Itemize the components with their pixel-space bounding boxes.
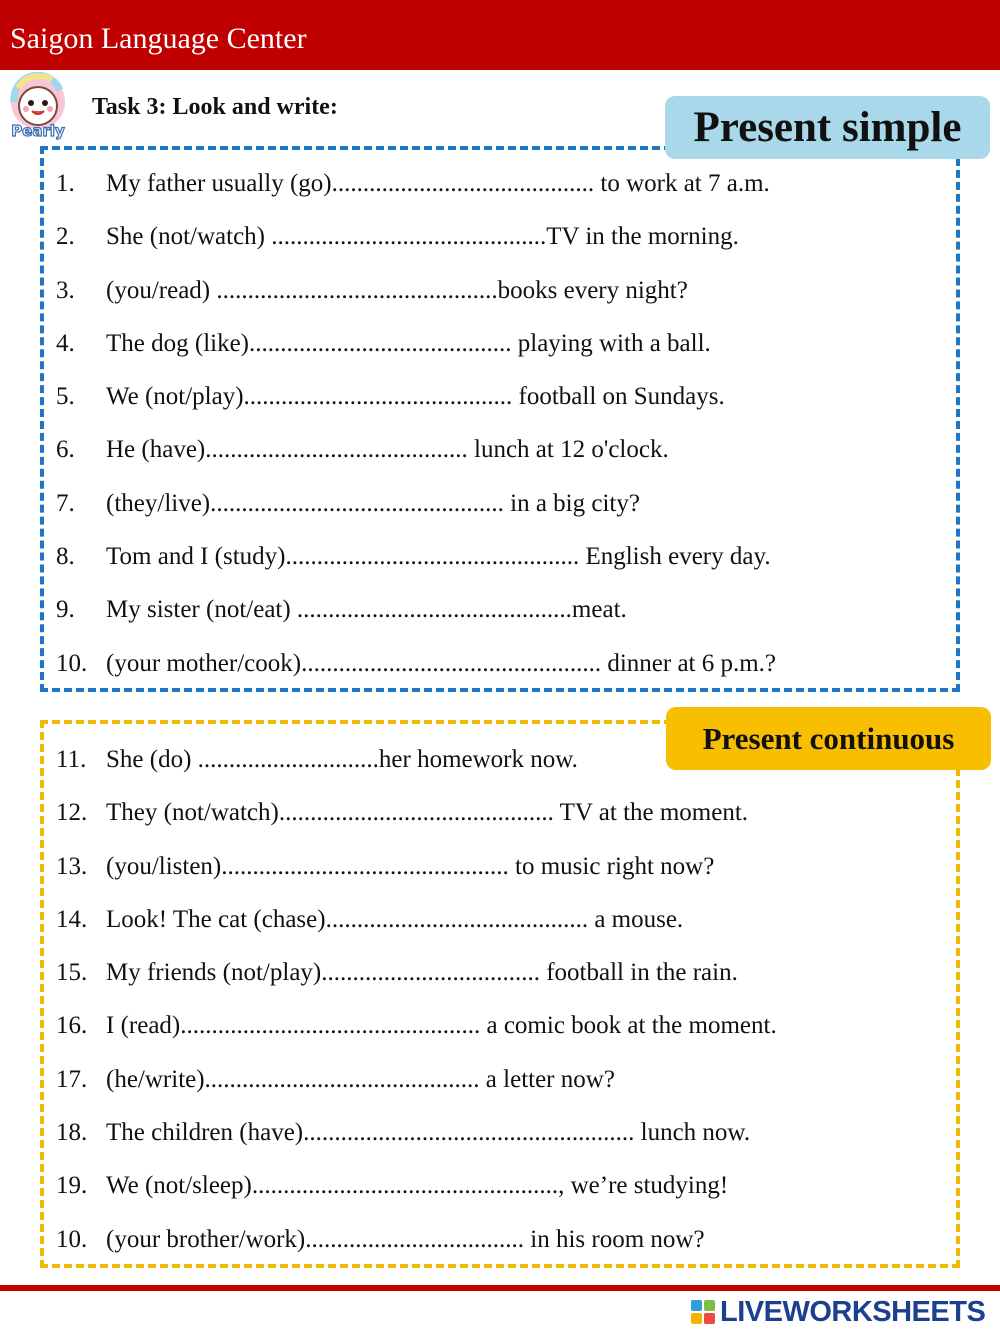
exercise-item[interactable] (56, 432, 776, 485)
task-heading: Task 3: Look and write: (92, 94, 338, 120)
item-text: We (not/play)........................................... football on Sundays. (106, 383, 725, 411)
item-text: (he/write)............................................ a letter now? (106, 1065, 615, 1093)
item-number: 13. (56, 852, 88, 880)
item-number: 12. (56, 799, 88, 827)
brand-name: LIVEWORKSHEETS (720, 1295, 986, 1328)
item-text: (your brother/work)................................... in his room now? (106, 1225, 705, 1253)
exercise-item[interactable] (56, 219, 776, 272)
item-text: They (not/watch)............................................ TV at the moment. (106, 799, 749, 827)
exercise-item[interactable] (56, 1222, 777, 1275)
item-number: 10. (56, 1225, 88, 1253)
exercise-item[interactable] (56, 592, 776, 645)
item-number: 1. (56, 170, 75, 197)
item-number: 16. (56, 1012, 88, 1040)
present-continuous-label: Present continuous (666, 707, 991, 770)
smiling-face-logo (2, 72, 74, 142)
exercise-item[interactable] (56, 486, 776, 539)
exercise-item[interactable] (56, 1168, 777, 1221)
exercise-item[interactable] (56, 902, 777, 955)
item-number: 6. (56, 436, 75, 464)
exercise-item[interactable] (56, 539, 776, 592)
item-number: 7. (56, 489, 75, 517)
item-number: 15. (56, 959, 88, 987)
footer-divider (0, 1285, 1000, 1291)
item-number: 19. (56, 1172, 88, 1200)
footer-brand[interactable] (690, 1292, 985, 1332)
liveworksheets-logo-icon (690, 1299, 716, 1325)
logo-text: Pearly (11, 122, 65, 140)
item-text: (you/listen).............................................. to music right now? (106, 852, 715, 880)
exercise-item[interactable] (56, 849, 777, 902)
item-text: My father usually (go).......................................... to work at 7 a.m. (106, 170, 770, 197)
item-text: She (do) .............................her homework now. (106, 746, 578, 773)
item-number: 17. (56, 1065, 88, 1093)
item-number: 10. (56, 649, 88, 677)
exercise-item[interactable] (56, 1008, 777, 1061)
item-text: (they/live)............................................... in a big city? (106, 489, 640, 517)
item-text: The children (have)..................................................... lunch now. (106, 1119, 751, 1147)
item-number: 8. (56, 543, 75, 571)
item-number: 11. (56, 746, 87, 773)
item-text: She (not/watch) ............................................TV in the morning. (106, 223, 739, 251)
header-title: Saigon Language Center (10, 22, 307, 55)
exercise-item[interactable] (56, 1062, 777, 1115)
header-bar (0, 0, 1000, 70)
exercise-item[interactable] (56, 273, 776, 326)
item-text: Look! The cat (chase).......................................... a mouse. (106, 905, 684, 933)
item-text: The dog (like).......................................... playing with a ball. (106, 329, 711, 357)
item-text: We (not/sleep)................................................., we’re studying! (106, 1172, 729, 1200)
exercise-item[interactable] (56, 955, 777, 1008)
exercise-item[interactable] (56, 379, 776, 432)
present-simple-list (56, 166, 776, 699)
item-text: (you/read) .............................................books every night? (106, 276, 688, 304)
item-number: 3. (56, 276, 75, 304)
item-number: 9. (56, 596, 75, 624)
item-number: 5. (56, 383, 75, 411)
item-text: My friends (not/play)................................... football in the rain. (106, 959, 738, 987)
item-text: Tom and I (study)............................................... English every day. (106, 543, 771, 571)
exercise-item[interactable] (56, 1115, 777, 1168)
item-text: He (have).......................................... lunch at 12 o'clock. (106, 436, 669, 464)
item-text: I (read)................................................ a comic book at the moment. (106, 1012, 777, 1040)
item-number: 18. (56, 1119, 88, 1147)
item-text: (your mother/cook)................................................ dinner at 6 p.m.? (106, 649, 777, 677)
exercise-item[interactable] (56, 326, 776, 379)
item-text: My sister (not/eat) ............................................meat. (106, 596, 627, 624)
exercise-item[interactable] (56, 166, 776, 219)
exercise-item[interactable] (56, 795, 777, 848)
exercise-item[interactable] (56, 646, 776, 699)
present-continuous-list (56, 742, 777, 1275)
item-number: 14. (56, 905, 88, 933)
item-number: 2. (56, 223, 75, 251)
item-number: 4. (56, 329, 75, 357)
present-simple-label: Present simple (665, 96, 990, 159)
